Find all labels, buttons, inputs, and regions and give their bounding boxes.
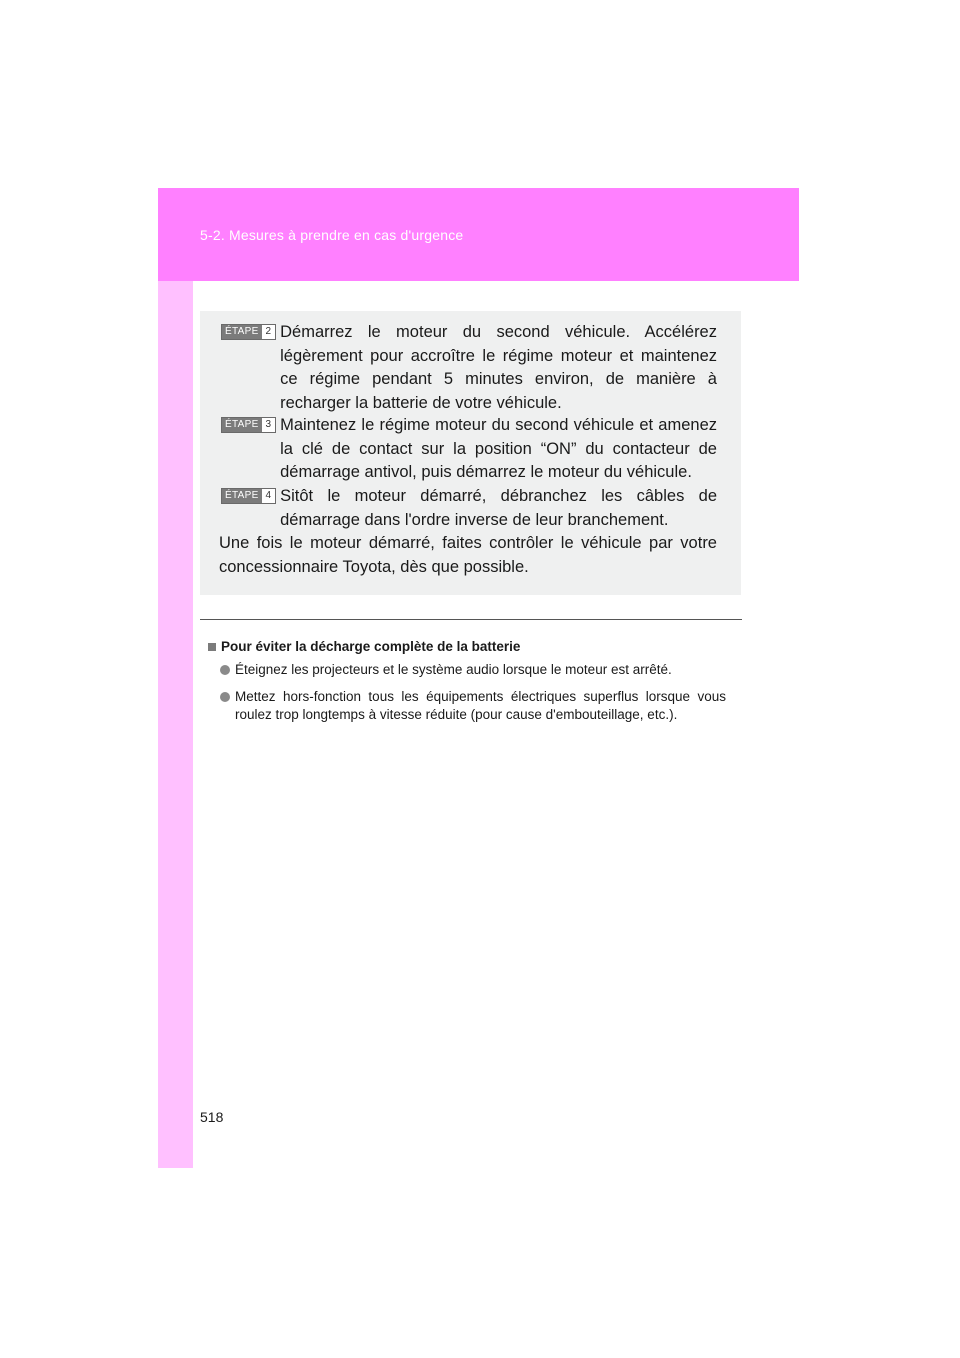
- step-text: Maintenez le régime moteur du second véhicule et amenez la clé de contact sur la position “ON” du contacteur de démarrage antivol, puis démarrez le moteur du véhicule.: [280, 416, 717, 481]
- square-bullet-icon: [208, 643, 216, 651]
- section-header-band: [158, 188, 799, 281]
- steps-box: [200, 311, 741, 595]
- step-badge: ÉTAPE 3: [221, 417, 276, 433]
- note-heading-text: Pour éviter la décharge complète de la batterie: [221, 639, 521, 654]
- note-bullet: [220, 661, 726, 679]
- circle-bullet-icon: [220, 665, 230, 675]
- note-bullet: [220, 688, 726, 724]
- step-badge: ÉTAPE 2: [221, 324, 276, 340]
- step-3: [221, 414, 717, 485]
- circle-bullet-icon: [220, 692, 230, 702]
- page-number: 518: [200, 1109, 224, 1125]
- step-badge: ÉTAPE 4: [221, 488, 276, 504]
- note-bullet-text: Mettez hors-fonction tous les équipements électriques superflus lorsque vous roulez trop longtemps à vitesse réduite (pour cause d'embouteillage, etc.).: [235, 689, 726, 722]
- step-4: [221, 485, 717, 532]
- divider: [200, 619, 742, 620]
- note-heading: [208, 638, 728, 656]
- note-bullet-text: Éteignez les projecteurs et le système audio lorsque le moteur est arrêté.: [235, 662, 672, 677]
- step-text: Démarrez le moteur du second véhicule. Accélérez légèrement pour accroître le régime moteur et maintenez ce régime pendant 5 minutes environ, de manière à recharger la batterie de votre véhicule.: [280, 323, 717, 412]
- side-tab-band: [158, 281, 193, 1168]
- step-text: Sitôt le moteur démarré, débranchez les câbles de démarrage dans l'ordre inverse de leur branchement.: [280, 487, 717, 529]
- step-2: [221, 321, 717, 415]
- section-title: 5-2. Mesures à prendre en cas d'urgence: [200, 227, 464, 243]
- summary-paragraph: Une fois le moteur démarré, faites contrôler le véhicule par votre concessionnaire Toyota, dès que possible.: [219, 534, 717, 576]
